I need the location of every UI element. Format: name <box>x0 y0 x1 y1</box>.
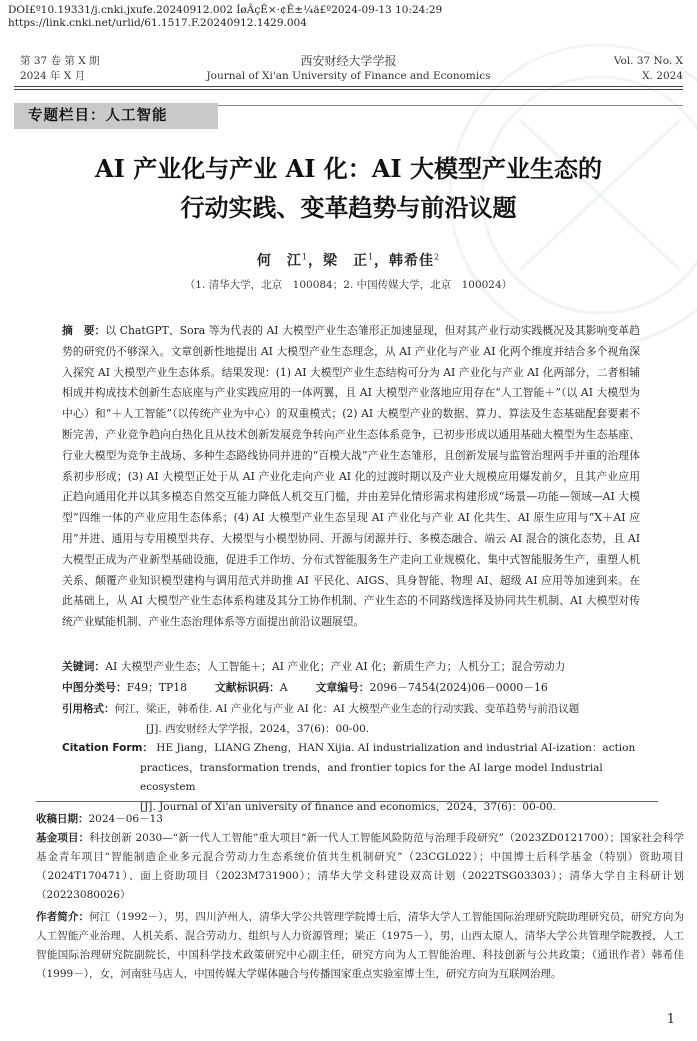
author-1: 何 江 <box>256 253 302 269</box>
page-number: 1 <box>666 1012 675 1027</box>
citation-cn-line-1: 何江，梁正，韩希佳. AI 产业化与产业 AI 化：AI 大模型产业生态的行动实践、变革趋势与前沿议题 <box>114 703 580 715</box>
classification-line <box>62 678 662 698</box>
abstract-text: 以 ChatGPT、Sora 等为代表的 AI 大模型产业生态雏形正加速显现，但对其产业行动实践概况及其影响变革趋势的研究仍不够深入。文章创新性地提出 AI 大模型产业生态理念，从 AI 产业化与产业 AI 化两个维度并结合多个视角深入探究 AI 大模型产业生态体系。结果发现：(1) AI 大模型产业生态结构可分为 AI 产业化与产业 AI 化两部分，二者相辅相成并构成技术创新生态底座与产业实践应用的一体两翼，且 AI 大模型产业落地应用存在“人工智能＋”（以 AI 大模型为中心）和“＋人工智能”（以传统产业为中心）的双重模式；(2) AI 大模型产业的数据、算力、算法及生态基础配套要素不断完善，产业竞争趋向白热化且从技术创新发展竞争转向产业生态体系竞争，已初步形成以通用基础大模型为生态基座、行业大模型为竞争主战场、多种生态路线协同并进的“百模大战”产业生态雏形，且创新发展与监管治理两手并重的治理体系初步形成；(3) AI 大模型正处于从 AI 产业化走向产业 AI 化的过渡时期以及产业大规模应用爆发前夕，且其产业应用正趋向通用化并以其多模态自然交互能力降低人机交互门槛，并由差异化情形需求构建形成“场景—功能—领域—AI 大模型”四维一体的产业应用生态体系；(4) AI 大模型产业生态呈现 AI 产业化与产业 AI 化共生、AI 原生应用与“X＋AI 应用”并进、通用与专用模型共存、大模型与小模型协同、开源与闭源并行、多模态融合、端云 AI 混合的演化态势，且 AI 大模型正成为产业新型基础设施，促进手工作坊、分布式智能服务生产走向工业规模化、集中式智能服务生产，重塑人机关系、颠覆产业知识模型建构与调用范式并助推 AI 平民化、AIGS、具身智能、物理 AI、超级 AI 应用等加速到来。在此基础上，从 AI 大模型产业生态体系构建及其分工协作机制、产业生态的不同路线选择及协同共生机制、AI 大模型对传统产业赋能机制、产业生态治理体系等方面提出前沿议题展望。 <box>62 324 640 629</box>
author-3: ，韩希佳 <box>374 253 435 269</box>
journal-name <box>0 54 697 84</box>
received-date <box>36 810 684 829</box>
received-value: 2024－06－13 <box>88 813 163 825</box>
journal-name-cn: 西安财经大学学报 <box>300 54 397 68</box>
citation-en-line-1: HE Jiang，LIANG Zheng，HAN Xijia. AI industrialization and industrial AI-ization：action <box>156 742 636 754</box>
header-rule-thin <box>14 89 683 90</box>
author-2-affil: 1 <box>367 252 375 262</box>
paper-title-line-1: AI 产业化与产业 AI 化：AI 大模型产业生态的 <box>95 154 602 183</box>
date-line: 2024 年 X 月 <box>20 70 86 82</box>
received-label: 收稿日期： <box>36 813 89 825</box>
abstract <box>62 321 640 633</box>
column-label: 专题栏目：人工智能 <box>28 108 168 124</box>
clc-label: 中图分类号： <box>62 681 127 694</box>
citation-cn-label: 引用格式： <box>62 703 115 715</box>
date-line-en: X. 2024 <box>642 70 683 82</box>
fund-label: 基金项目： <box>36 832 90 844</box>
author-bio-text: 何江（1992－），男，四川泸州人，清华大学公共管理学院博士后，清华大学人工智能国际治理研究院助理研究员，研究方向为人工智能产业治理、人机关系、混合劳动力、组织与人力资源管理；梁正（1975－），男，山西太原人，清华大学公共管理学院教授，人工智能国际治理研究院副院长，中国科学技术政策研究中心副主任，研究方向为人工智能治理、科技创新与公共政策；（通讯作者）韩希佳（1999－），女，河南驻马店人，中国传媒大学媒体融合与传播国家重点实验室博士生，研究方向为互联网治理。 <box>36 911 684 980</box>
author-bio-label: 作者简介： <box>36 911 90 923</box>
journal-name-en: Journal of Xi'an University of Finance and Economics <box>206 70 491 82</box>
fund-text: 科技创新 2030—“新一代人工智能”重大项目“新一代人工智能风险防范与治理手段研究”（2023ZD0121700）；国家社会科学基金青年项目“智能制造企业多元混合劳动力生态系统价值共生机制研究”（23CGL022）；中国博士后科学基金（特别）资助项目（2024T170471）、面上资助项目（2023M731900）；清华大学文科建设双高计划（2022TSG03303）；清华大学自主科研计划（20223080026） <box>36 832 685 901</box>
fund-info <box>36 829 684 905</box>
doc-code-label: 文献标识码： <box>215 681 280 694</box>
paper-title-line-2: 行动实践、变革趋势与前沿议题 <box>180 193 517 222</box>
author-2: ，梁 正 <box>307 253 368 269</box>
citation-en <box>62 739 642 817</box>
affiliations: （1. 清华大学，北京 100084；2. 中国传媒大学，北京 100024） <box>184 279 513 291</box>
clc-value: F49；TP18 <box>126 681 188 694</box>
article-number-label: 文章编号： <box>315 681 370 694</box>
author-3-affil: 2 <box>434 252 441 262</box>
header-rule-thick <box>14 86 683 87</box>
column-label-box <box>14 103 218 129</box>
footnote-separator <box>36 801 658 802</box>
doi-line: DOI£º10.19331/j.cnki.jxufe.20240912.002 ÍøÂçÊ×·¢Ê±¼ä£º2024-09-13 10:24:29 <box>8 4 443 16</box>
keywords-label: 关键词： <box>62 660 106 673</box>
keywords <box>62 657 642 677</box>
citation-cn-line-2: [J]. 西安财经大学学报，2024，37(6)：00-00. <box>146 723 370 735</box>
volume-line: 第 37 卷 第 X 期 <box>20 55 100 67</box>
abstract-label: 摘 要： <box>62 324 106 337</box>
doc-code-value: A <box>279 681 288 694</box>
article-number-value: 2096－7454(2024)06－0000－16 <box>369 681 548 694</box>
keywords-text: AI 大模型产业生态；人工智能＋；AI 产业化；产业 AI 化；新质生产力；人机分工；混合劳动力 <box>105 660 566 673</box>
citation-en-line-2: practices，transformation trends，and frontier topics for the AI large model Industrial ecosystem <box>140 761 603 793</box>
cnki-url-line: https://link.cnki.net/urlid/61.1517.F.20240912.1429.004 <box>8 17 307 29</box>
volume-issue-en <box>614 54 683 84</box>
author-list <box>0 250 697 270</box>
author-bio <box>36 908 684 984</box>
citation-cn <box>62 699 642 739</box>
citation-en-line-3: [J]. Journal of Xi'an university of finance and economics，2024，37(6)：00-00. <box>140 800 557 813</box>
citation-en-label: Citation Form： <box>62 742 153 754</box>
volume-line-en: Vol. 37 No. X <box>613 55 683 67</box>
author-1-affil: 1 <box>301 252 308 262</box>
